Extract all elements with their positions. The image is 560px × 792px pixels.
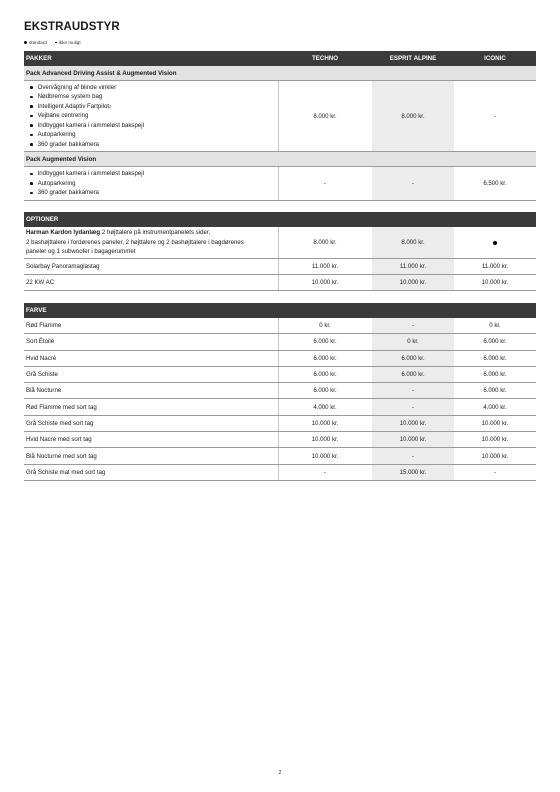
list-item: Intelligent Adaptiv Fartpilot 2 <box>26 102 144 112</box>
color-name: Grå Schiste mat med sort tag <box>26 468 106 476</box>
pakker-table <box>24 51 536 201</box>
price-cell: 10.000 kr. <box>481 419 509 427</box>
price-cell: 6.000 kr. <box>483 338 507 346</box>
column-header: ICONIC <box>484 55 506 62</box>
price-cell: 10.000 kr. <box>372 275 454 290</box>
price-cell: 10.000 kr. <box>481 279 509 286</box>
price-cell: 8.000 kr. <box>313 239 337 246</box>
option-name: Harman Kardon lydanlæg <box>26 229 101 237</box>
table-row <box>24 399 536 415</box>
list-item: Autoparkering <box>26 179 144 189</box>
table-row <box>24 351 536 367</box>
table-row <box>24 167 536 201</box>
price-cell: 11.000 kr. <box>372 259 454 274</box>
price-cell: - <box>493 112 497 120</box>
price-cell: 10.000 kr. <box>311 436 339 444</box>
price-cell: 8.000 kr. <box>372 227 454 258</box>
table-row <box>24 334 536 350</box>
price-cell: 11.000 kr. <box>481 263 509 270</box>
color-name: Rød Flamme <box>26 322 62 330</box>
price-cell: 10.000 kr. <box>481 452 509 460</box>
pakker-header-row <box>24 51 536 66</box>
table-row <box>24 318 536 334</box>
price-cell: 4.000 kr. <box>313 403 337 411</box>
table-row <box>24 448 536 464</box>
optioner-header-row <box>24 212 536 227</box>
price-cell: - <box>372 399 454 414</box>
color-name: Grå Schiste <box>26 371 58 379</box>
feature-list <box>26 169 144 198</box>
option-description: Harman Kardon lydanlæg 2 højttalere på instrumentpanelets sider, 2 bashøjttalere i fordørenes paneler, 2 højttalere og 2 bashøjttalere i bagdørenes paneler og 1 subwoofer i bagagerummet <box>26 229 244 256</box>
price-cell: - <box>372 448 454 463</box>
table-row <box>24 259 536 275</box>
price-cell: 10.000 kr. <box>311 279 339 286</box>
farve-rows <box>24 318 536 481</box>
table-row <box>24 416 536 432</box>
table-row <box>24 383 536 399</box>
color-name: Hvid Nacré <box>26 354 57 362</box>
color-name: Grå Schiste med sort tag <box>26 419 94 427</box>
price-cell: 6.000 kr. <box>313 371 337 379</box>
section-header: OPTIONER <box>26 216 59 223</box>
price-cell: 6.000 kr. <box>483 371 507 379</box>
list-item: Vejbane centrering <box>26 111 144 121</box>
price-cell: 6.000 kr. <box>313 338 337 346</box>
price-cell: 6.000 kr. <box>313 354 337 362</box>
price-cell: 10.000 kr. <box>311 419 339 427</box>
price-cell: 4.000 kr. <box>483 403 507 411</box>
price-cell: - <box>323 180 327 187</box>
list-item: Overvågning af blinde vinkler <box>26 83 144 93</box>
price-cell: 11.000 kr. <box>311 263 339 270</box>
price-cell: 6.500 kr. <box>483 180 507 187</box>
price-cell: - <box>372 318 454 333</box>
page-number: 2 <box>278 770 282 776</box>
group-header-row <box>24 152 536 167</box>
table-row <box>24 465 536 481</box>
option-name: 22 KW AC <box>26 279 55 286</box>
price-cell: 10.000 kr. <box>372 432 454 447</box>
column-header: TECHNO <box>311 55 339 62</box>
list-item: Indbygget kamera i rammeløst bakspejl <box>26 169 144 179</box>
price-cell: 10.000 kr. <box>372 416 454 431</box>
price-cell: - <box>372 167 454 200</box>
price-cell: 6.000 kr. <box>372 351 454 366</box>
color-name: Rød Flamme med sort tag <box>26 403 97 411</box>
price-cell: - <box>323 468 327 476</box>
option-name: Solarbay Panoramaglastag <box>26 263 100 270</box>
price-cell: 6.000 kr. <box>483 387 507 395</box>
group-name: Pack Advanced Driving Assist & Augmented Vision <box>26 69 177 77</box>
table-row <box>24 81 536 152</box>
legend <box>24 40 81 45</box>
price-cell: 6.000 kr. <box>372 367 454 382</box>
feature-list-cell <box>24 167 278 200</box>
list-item: Nødbremse system bag <box>26 92 144 102</box>
page-title: EKSTRAUDSTYR <box>24 21 120 33</box>
feature-list <box>26 83 144 150</box>
farve-header-row <box>24 303 536 318</box>
column-header: ESPRIT ALPINE <box>389 55 437 62</box>
table-row <box>24 367 536 383</box>
list-item: 360 grader bakkamera <box>26 188 144 198</box>
price-cell: - <box>493 468 497 476</box>
price-cell: 0 kr. <box>489 322 501 330</box>
color-name: Sort Étoilé <box>26 338 55 346</box>
section-header: PAKKER <box>26 55 52 62</box>
price-cell: - <box>372 383 454 398</box>
price-cell: 15.000 kr. <box>372 465 454 480</box>
price-cell: 8.000 kr. <box>313 112 337 120</box>
group-header-row <box>24 66 536 81</box>
section-header: FARVE <box>26 307 47 314</box>
legend-standard: standard <box>24 40 47 45</box>
list-item: Indbygget kamera i rammeløst bakspejl <box>26 121 144 131</box>
group-name: Pack Augmented Vision <box>26 155 97 163</box>
dash-icon <box>55 42 57 43</box>
color-name: Blå Nocturne <box>26 387 62 395</box>
legend-not-possible: ikke muligt <box>58 40 81 45</box>
price-cell: 0 kr. <box>319 322 331 330</box>
table-row <box>24 432 536 448</box>
standard-cell <box>454 227 536 258</box>
price-cell: 10.000 kr. <box>311 452 339 460</box>
table-row <box>24 227 536 259</box>
feature-list-cell <box>24 81 278 151</box>
optioner-table <box>24 212 536 291</box>
standard-dot-icon <box>24 41 27 44</box>
list-item: Autoparkering <box>26 130 144 140</box>
color-name: Hvid Nacré med sort tag <box>26 436 92 444</box>
price-cell: 0 kr. <box>372 334 454 349</box>
price-cell: 8.000 kr. <box>372 81 454 151</box>
list-item: 360 grader bakkamera <box>26 140 144 150</box>
price-cell: 6.000 kr. <box>483 354 507 362</box>
standard-dot-icon <box>493 241 497 245</box>
color-name: Blå Nocturne med sort tag <box>26 452 97 460</box>
price-cell: 6.000 kr. <box>313 387 337 395</box>
farve-table <box>24 303 536 481</box>
table-row <box>24 275 536 291</box>
price-cell: 10.000 kr. <box>481 436 509 444</box>
